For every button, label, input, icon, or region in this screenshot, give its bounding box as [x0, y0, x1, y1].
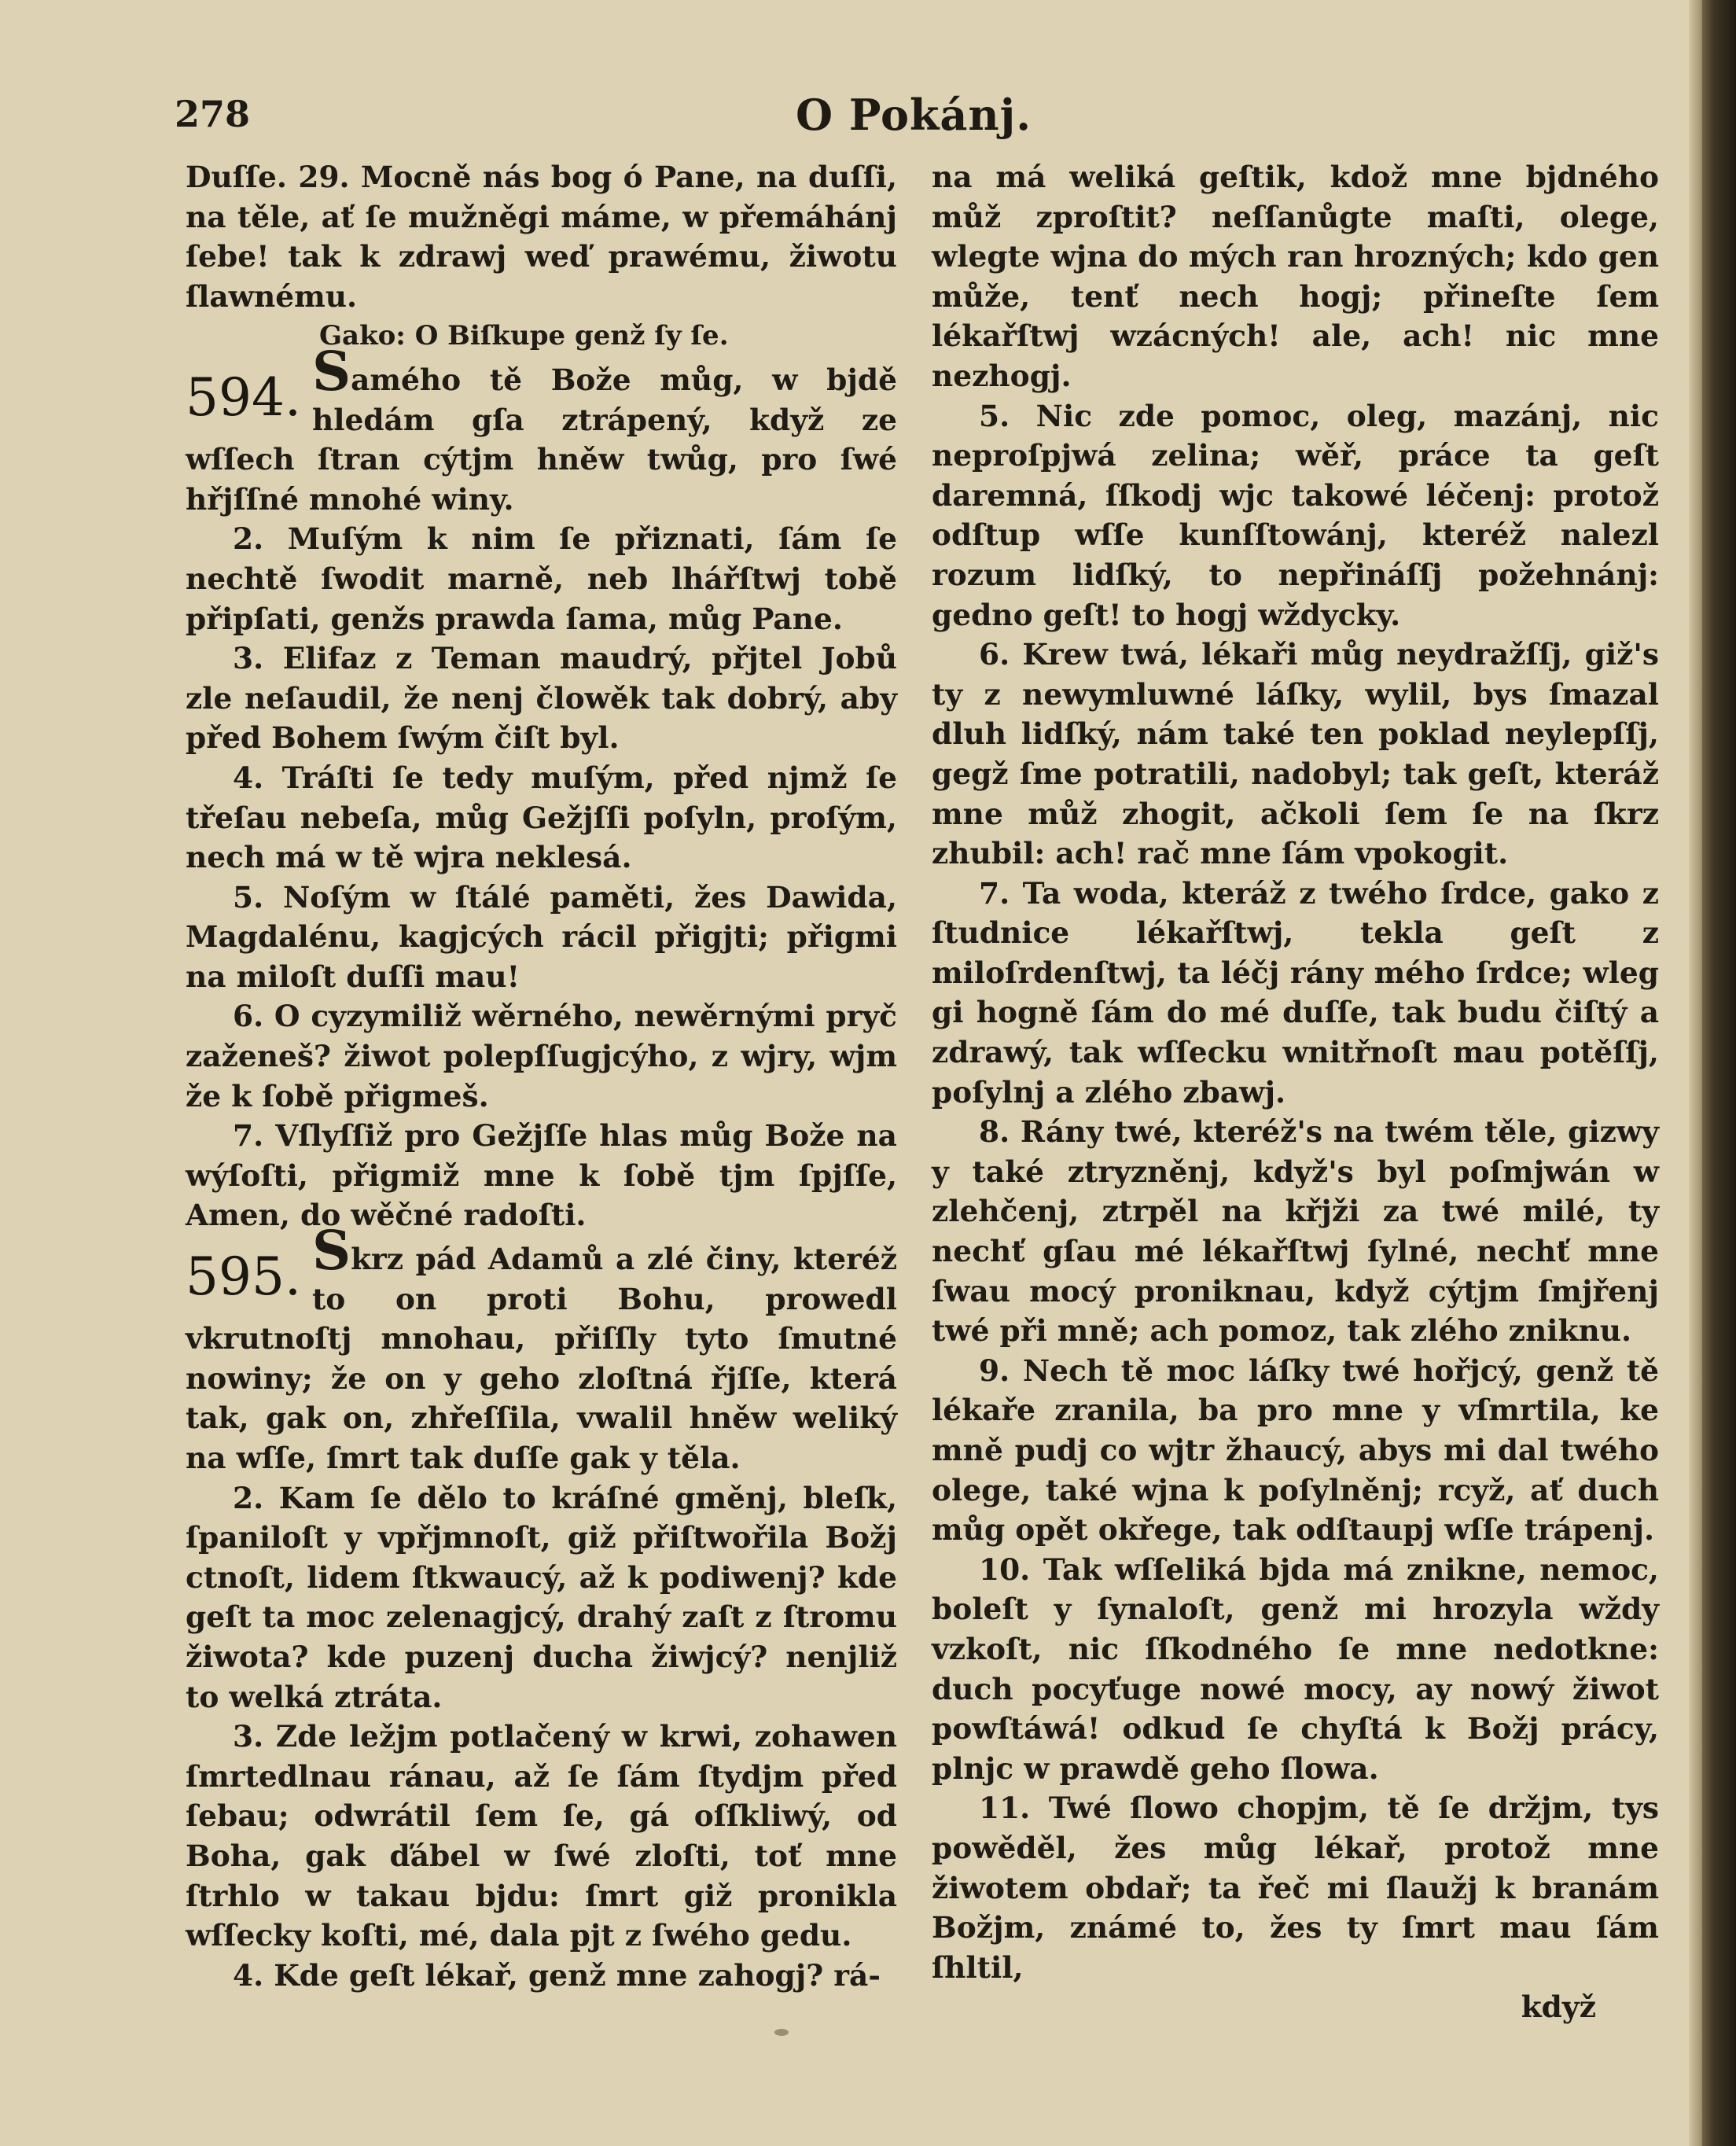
- running-title: O Pokánj.: [796, 90, 1032, 140]
- verse-paragraph: 3. Elifaz z Teman maudrý, přjtel Jobů zle neſaudil, že nenj člowěk tak dobrý, aby před Bohem ſwým čiſt byl.: [186, 641, 897, 756]
- verse-paragraph: 5. Noſým w ſtálé paměti, žes Dawida, Magdalénu, kagjcých rácil přigjti; přigmi na miloſt duſſi mau!: [186, 879, 897, 994]
- right-column: [932, 157, 1659, 2027]
- melody-line: Gako: O Biſkupe genž ſy ſe.: [319, 320, 729, 352]
- page-number: 278: [175, 93, 251, 135]
- verse-paragraph: 7. Ta woda, kteráž z twého ſrdce, gako z ſtudnice lékařſtwj, tekla geſt z miloſrdenſtwj, ta léčj rány mého ſrdce; wleg gi hogně ſám do mé duſſe, tak budu čiſtý a zdrawý, tak wſſecku wnitřnoſt mau potěſſj, poſylnj a zlého zbawj.: [932, 875, 1659, 1110]
- verse-paragraph: 5. Nic zde pomoc, oleg, mazánj, nic neproſpjwá zelina; wěř, práce ta geſt daremná, ſſkodj wjc takowé léčenj: protož odſtup wſſe kunſſtowánj, kteréž nalezl rozum lidſký, to nepřináſſj požehnánj: gedno geſt! to hogj wždycky.: [932, 398, 1659, 632]
- ink-speck: [774, 2029, 789, 2036]
- left-column: [186, 157, 897, 1995]
- verse-paragraph: 6. O cyzymiliž wěrného, newěrnými pryč zaženeš? žiwot polepſſugjcýho, z wjry, wjm že k ſobě přigmeš.: [186, 999, 897, 1113]
- verse-paragraph: 4. Kde geſt lékař, genž mne zahogj? rá-: [233, 1957, 881, 1993]
- verse-paragraph: 3. Zde ležjm potlačený w krwi, zohawen ſmrtedlnau ránau, až ſe ſám ſtydjm před ſebau; odwrátil ſem ſe, gá oſſkliwý, od Boha, gak ďábel w ſwé zloſti, toť mne ſtrhlo w takau bjdu: ſmrt giž pronikla wſſecky koſti, mé, dala pjt z ſwého gedu.: [186, 1719, 897, 1953]
- hymn-first-verse-text: krz pád Adamů a zlé činy, kteréž to on proti Bohu, prowedl vkrutnoſtj mnohau, přiſſly tyto ſmutné nowiny; že on y geho zloſtná řjſſe, která tak, gak on, zhřeſſila, vwalil hněw weliký na wſſe, ſmrt tak duſſe gak y těla.: [186, 1242, 897, 1475]
- verse-paragraph: Duſſe. 29. Mocně nás bog ó Pane, na duſſi, na těle, ať ſe mužněgi máme, w přemáhánj ſebe! tak k zdrawj weď prawému, žiwotu ſlawnému.: [186, 160, 897, 314]
- verse-paragraph: 4. Tráſti ſe tedy muſým, před njmž ſe třeſau nebeſa, můg Gežjſſi poſyln, proſým, nech má w tě wjra neklesá.: [186, 760, 897, 875]
- page-header: [175, 90, 1653, 148]
- verse-paragraph: 2. Muſým k nim ſe přiznati, ſám ſe nechtě ſwodit marně, neb lhářſtwj tobě připſati, genžs prawda ſama, můg Pane.: [186, 521, 897, 636]
- hymn-number: 594.: [186, 366, 301, 428]
- hymn-first-verse-text: amého tě Bože můg, w bjdě hledám gſa ztrápený, když ze wſſech ſtran cýtjm hněw twůg, pro ſwé hřjſſné mnohé winy.: [186, 362, 897, 517]
- verse-paragraph: na má weliká geſtik, kdož mne bjdného můž zproſtit? neſſanůgte maſti, olege, wlegte wjna do mých ran hrozných; kdo gen může, tenť nech hogj; přineſte ſem lékařſtwj wzácných! ale, ach! nic mne nezhogj.: [932, 160, 1659, 393]
- verse-paragraph: 7. Vſlyſſiž pro Gežjſſe hlas můg Bože na wýſoſti, přigmiž mne k ſobě tjm ſpjſſe, Amen, do wěčné radoſti.: [186, 1118, 897, 1233]
- hymn-595: [186, 1220, 897, 1478]
- verse-paragraph: 8. Rány twé, kteréž's na twém těle, gizwy y také ztryzněnj, když's byl poſmjwán w zlehčenj, ztrpěl na křjži za twé milé, ty nechť gſau mé lékařſtwj ſylné, nechť mne ſwau mocý proniknau, když cýtjm ſmjřenj twé při mně; ach pomoz, tak zlého zniknu.: [932, 1114, 1659, 1349]
- verse-paragraph: 10. Tak wſſeliká bjda má znikne, nemoc, boleſt y ſynaloſt, genž mi hrozyla wždy vzkoſt, nic ſſkodného ſe mne nedotkne: duch pocyťuge nowé mocy, ay nowý žiwot powſtáwá! odkud ſe chyſtá k Božj prácy, plnjc w prawdě geho ſlowa.: [932, 1552, 1659, 1786]
- verse-paragraph: 6. Krew twá, lékaři můg neydražſſj, giž's ty z newymluwné láſky, wylil, bys ſmazal dluh lidſký, nám také ten poklad neylepſſj, gegž ſme potratili, nadobyl; tak geſt, kteráž mne můž zhogit, ačkoli ſem ſe na ſkrz zhubil: ach! rač mne ſám vpokogit.: [932, 637, 1659, 871]
- drop-cap: S: [311, 1220, 351, 1283]
- drop-cap: S: [311, 340, 351, 403]
- catchword: když: [1521, 1990, 1596, 2025]
- hymn-594: [186, 340, 897, 519]
- verse-paragraph: 2. Kam ſe dělo to kráſné gměnj, bleſk, ſpaniloſt y vpřjmnoſt, giž přiſtwořila Božj ctnoſt, lidem ſtkwaucý, až k podiwenj? kde geſt ta moc zelenagjcý, drahý zaſt z ſtromu žiwota? kde puzenj ducha žiwjcý? nenjliž to welká ztráta.: [186, 1480, 897, 1714]
- verse-paragraph: 9. Nech tě moc láſky twé hořjcý, genž tě lékaře zranila, ba pro mne y vſmrtila, ke mně pudj co wjtr žhaucý, abys mi dal twého olege, také wjna k poſylněnj; rcyž, ať duch můg opět okřege, tak odſtaupj wſſe trápenj.: [932, 1353, 1659, 1548]
- verse-paragraph: 11. Twé ſlowo chopjm, tě ſe držjm, tys powěděl, žes můg lékař, protož mne žiwotem obdař; ta řeč mi ſlaužj k branám Božjm, známé to, žes ty ſmrt mau ſám ſhltil,: [932, 1791, 1659, 1985]
- book-binding: [1702, 0, 1736, 2146]
- hymn-number: 595.: [186, 1246, 301, 1308]
